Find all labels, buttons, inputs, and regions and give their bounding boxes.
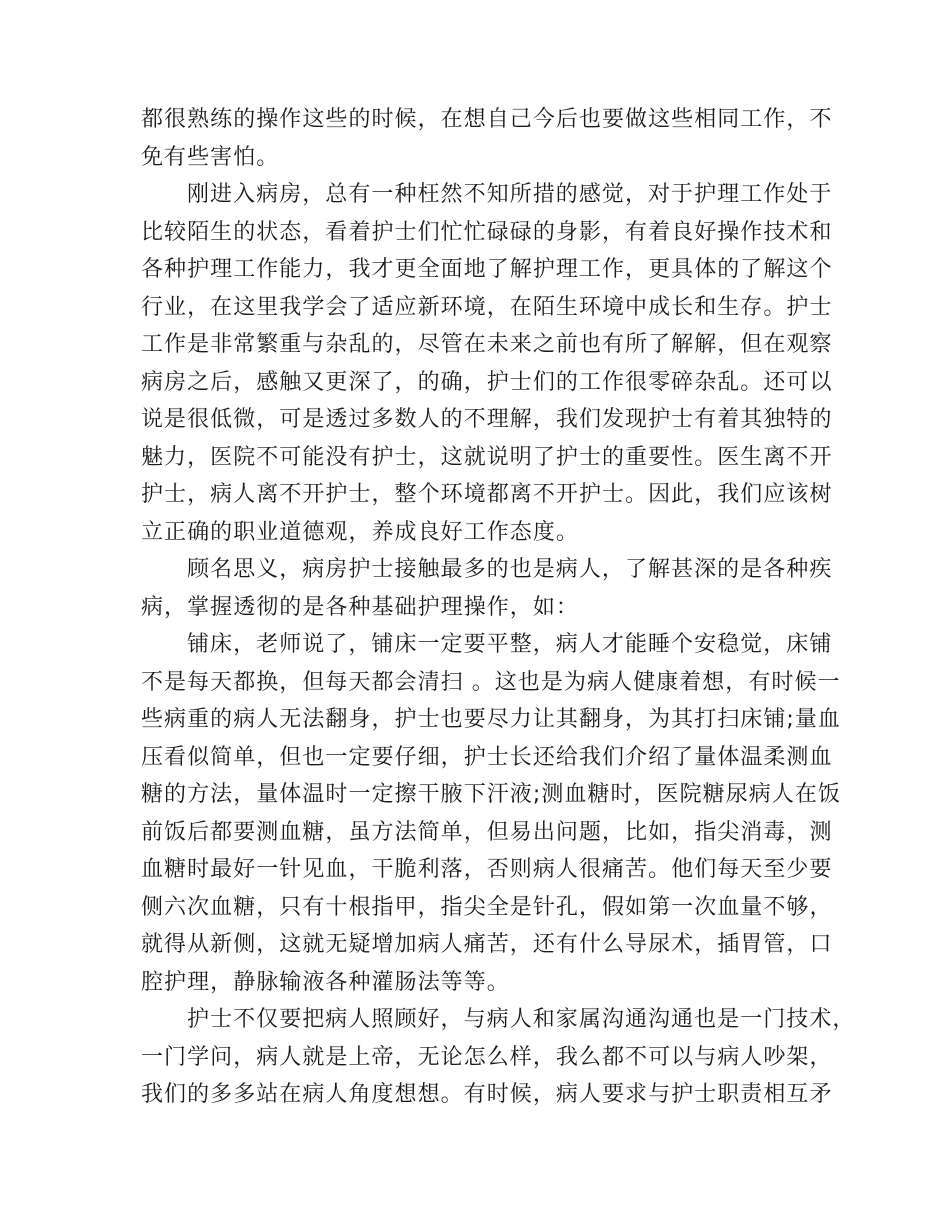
text-line: 就得从新侧，这就无疑增加病人痛苦，还有什么导尿术，插胃管，口 — [141, 932, 833, 957]
text-line: 铺床，老师说了，铺床一定要平整，病人才能睡个安稳觉，床铺 — [187, 632, 833, 657]
paragraph-5 — [141, 1001, 856, 1114]
document-body — [141, 101, 856, 1114]
text-line: 腔护理，静脉输液各种灌肠法等等。 — [141, 969, 510, 995]
paragraph-1 — [141, 101, 833, 176]
paragraph-4 — [141, 626, 841, 1001]
text-line: 免有些害怕。 — [141, 144, 280, 170]
text-line: 护士不仅要把病人照顾好，与病人和家属沟通沟通也是一门技术， — [187, 1007, 856, 1032]
text-line: 我们的多多站在病人角度想想。有时候，病人要求与护士职责相互矛 — [141, 1082, 833, 1107]
text-line: 前饭后都要测血糖，虽方法简单，但易出问题，比如，指尖消毒，测 — [141, 819, 833, 845]
text-line: 病房之后，感触又更深了，的确，护士们的工作很零碎杂乱。还可以 — [141, 369, 833, 395]
text-line: 些病重的病人无法翻身，护士也要尽力让其翻身，为其打扫床铺;量血 — [141, 707, 841, 732]
text-line: 工作是非常繁重与杂乱的，尽管在未来之前也有所了解解，但在观察 — [141, 332, 833, 357]
text-line: 刚进入病房，总有一种枉然不知所措的感觉，对于护理工作处于 — [187, 182, 833, 207]
text-line: 一门学问，病人就是上帝，无论怎么样，我么都不可以与病人吵架， — [141, 1044, 833, 1070]
text-line: 侧六次血糖，只有十根指甲，指尖全是针孔，假如第一次血量不够， — [141, 894, 833, 920]
text-line: 行业，在这里我学会了适应新环境，在陌生环境中成长和生存。护士 — [141, 294, 833, 320]
text-line: 魅力，医院不可能没有护士，这就说明了护士的重要性。医生离不开 — [141, 444, 833, 470]
text-line: 护士，病人离不开护士，整个环境都离不开护士。因此，我们应该树 — [141, 482, 833, 507]
text-line: 顾名思义，病房护士接触最多的也是病人，了解甚深的是各种疾 — [187, 557, 833, 582]
paragraph-2 — [141, 176, 833, 551]
text-line: 不是每天都换，但每天都会清扫 。这也是为病人健康着想，有时候一 — [141, 669, 841, 695]
text-line: 都很熟练的操作这些的时候，在想自己今后也要做这些相同工作，不 — [141, 107, 833, 132]
text-line: 立正确的职业道德观，养成良好工作态度。 — [141, 519, 579, 545]
text-line: 血糖时最好一针见血，干脆利落，否则病人很痛苦。他们每天至少要 — [141, 857, 833, 882]
text-line: 各种护理工作能力，我才更全面地了解护理工作，更具体的了解这个 — [141, 257, 833, 282]
text-line: 说是很低微，可是透过多数人的不理解，我们发现护士有着其独特的 — [141, 407, 833, 432]
text-line: 压看似简单，但也一定要仔细，护士长还给我们介绍了量体温柔测血 — [141, 744, 833, 770]
text-line: 比较陌生的状态，看着护士们忙忙碌碌的身影，有着良好操作技术和 — [141, 219, 833, 245]
text-line: 糖的方法，量体温时一定擦干腋下汗液;测血糖时，医院糖尿病人在饭 — [141, 782, 841, 807]
text-line: 病，掌握透彻的是各种基础护理操作，如： — [141, 594, 579, 620]
paragraph-3 — [141, 551, 833, 626]
